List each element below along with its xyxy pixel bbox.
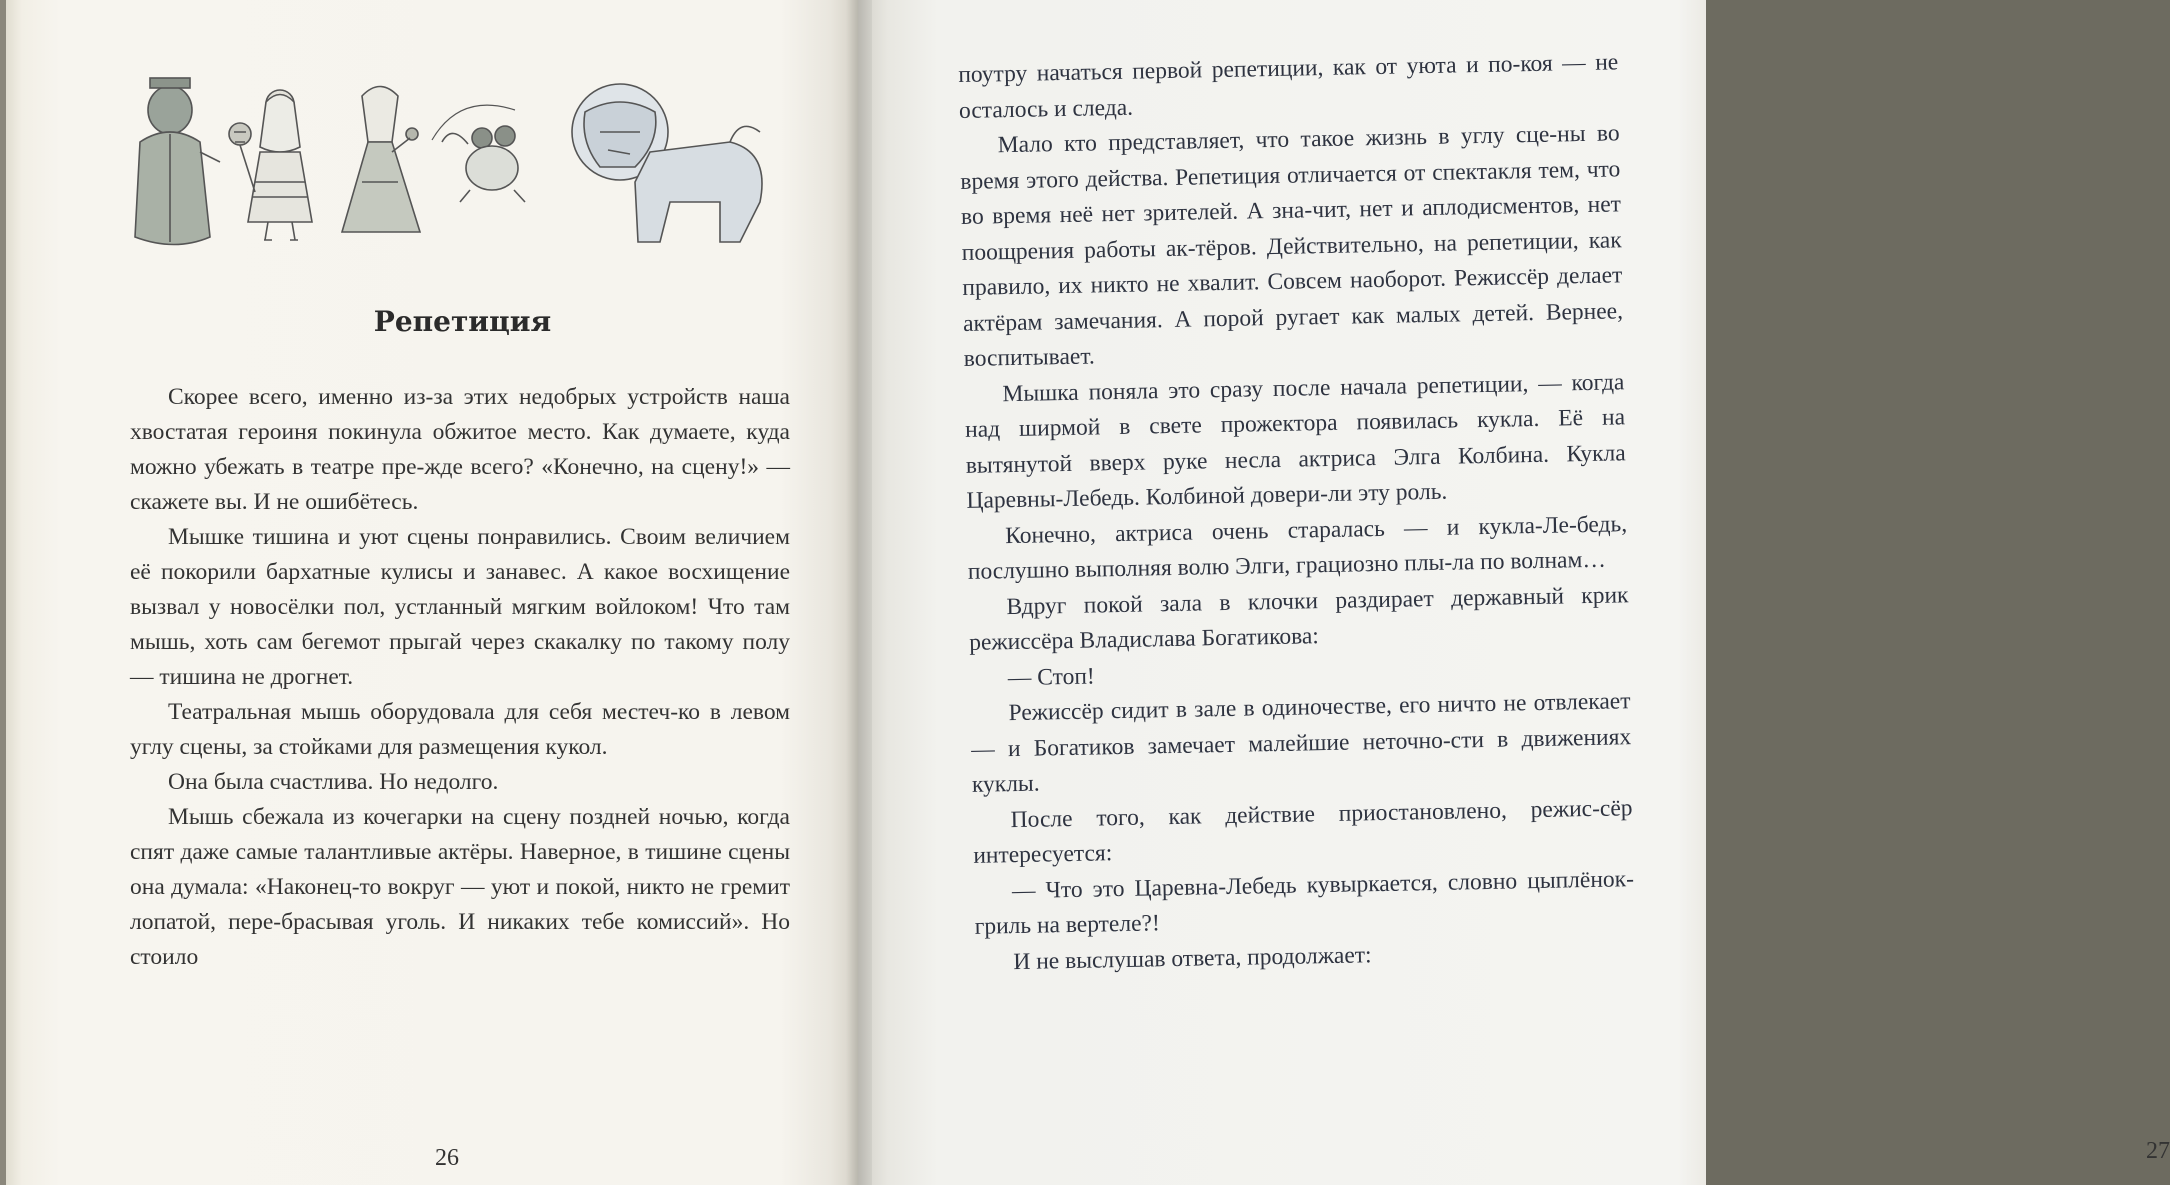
chapter-title: Репетиция	[373, 305, 552, 338]
paragraph: Мышке тишина и уют сцены понравились. Своим величием её покорили бархатные кулисы и занавес. А какое восхищение вызвал у новосёлки пол, устланный мягким войлоком! Что там мышь, хоть сам бегемот прыгай через скакалку по такому полу — тишина не дрогнет.	[130, 524, 790, 690]
paragraph: Скорее всего, именно из-за этих недобрых устройств наша хвостатая героиня покинула обжитое место. Как думаете, куда можно убежать в театре пре-жде всего? «Конечно, на сцену!» — скажете вы. И не ошибётесь.	[130, 384, 790, 515]
right-page	[858, 0, 2170, 1185]
paragraph: поутру начаться первой репетиции, как от уюта и по-коя — не осталось и следа.	[958, 49, 1619, 124]
bear-puppet-figure	[135, 78, 220, 245]
left-page	[0, 0, 858, 1185]
bird-puppet-figure	[432, 105, 525, 202]
paragraph: Вдруг покой зала в клочки раздирает державный крик режиссёра Владислава Богатикова:	[968, 581, 1629, 656]
girl-with-rose-figure	[229, 90, 312, 240]
book-edge	[0, 0, 6, 1185]
right-page-text	[958, 45, 1636, 981]
paragraph: Мало кто представляет, что такое жизнь в углу сце-ны во время этого действа. Репетиция отличается от спектакля тем, что во время неё нет зрителей. А зна-чит, нет и аплодисментов, нет поощрения работы ак-тёров. Действительно, на репетиции, как правило, их никто не хвалит. Совсем наоборот. Режиссёр делает актёрам замечания. А порой ругает как малых детей. Вернее, воспитывает.	[960, 120, 1624, 372]
page-number-right: 27	[2146, 1138, 2170, 1164]
paragraph: Мышь сбежала из кочегарки на сцену поздней ночью, когда спят даже самые талантливые актёры. Наверное, в тишине сцены она думала: «Наконец-то вокруг — уют и покой, никто не гремит лопатой, пере-брасывая уголь. И никаких тебе комиссий». Но стоило	[130, 804, 790, 970]
left-page-text	[130, 380, 790, 975]
page-number-left: 26	[435, 1145, 459, 1171]
paragraph: Мышка поняла это сразу после начала репетиции, — когда над ширмой в свете прожектора появилась кукла. Её на вытянутой вверх руке несла актриса Элга Колбина. Кукла Царевны-Лебедь. Колбиной довери-ли эту роль.	[964, 368, 1626, 514]
lion-puppet-figure	[572, 84, 762, 242]
paragraph: Она была счастлива. Но недолго.	[168, 769, 499, 795]
paragraph: — Стоп!	[1007, 662, 1095, 691]
paragraph: После того, как действие приостановлено, режис-сёр интересуется:	[973, 794, 1633, 869]
paragraph: — Что это Царевна-Лебедь кувыркается, словно цыплёнок-гриль на вертеле?!	[974, 865, 1635, 940]
puppets-illustration	[130, 72, 795, 272]
paragraph: И не выслушав ответа, продолжает:	[1013, 941, 1372, 975]
paragraph: Конечно, актриса очень старалась — и кукла-Ле-бедь, послушно выполняя волю Элги, грациозно плы-ла по волнам…	[967, 510, 1628, 585]
paragraph: Режиссёр сидит в зале в одиночестве, его ничто не отвлекает — и Богатиков замечает малейшие неточно-сти в движениях куклы.	[971, 688, 1632, 798]
book-gutter	[846, 0, 872, 1185]
paragraph: Театральная мышь оборудовала для себя местеч-ко в левом углу сцены, за стойками для размещения кукол.	[130, 699, 790, 760]
girl-with-apple-figure	[342, 87, 420, 233]
